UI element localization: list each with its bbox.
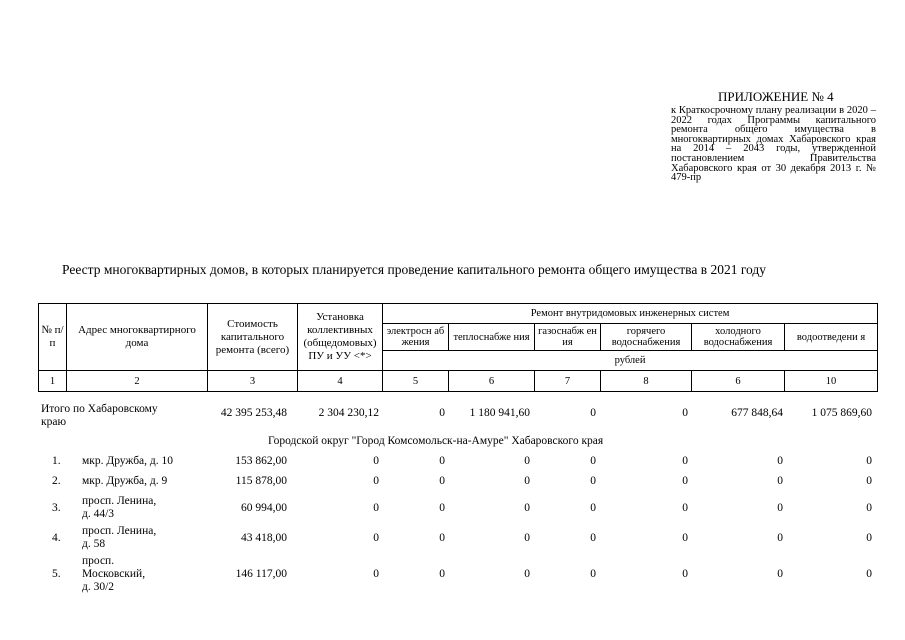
row-electricity: 0: [439, 531, 445, 544]
total-label-line: Итого по Хабаровскому: [41, 403, 158, 415]
row-heating: 0: [524, 531, 530, 544]
row-address-line: д. 44/3: [82, 508, 115, 520]
total-sewerage: 1 075 869,60: [811, 407, 872, 419]
header-num: № п/п: [39, 304, 67, 371]
row-address-line: д. 58: [82, 538, 106, 550]
row-meters: 0: [373, 501, 379, 514]
column-number: 7: [535, 371, 601, 392]
row-number: 5.: [52, 568, 61, 580]
row-heating: 0: [524, 501, 530, 514]
row-sewerage: 0: [866, 475, 872, 487]
row-meters: 0: [373, 475, 379, 487]
row-number: 1.: [52, 455, 61, 467]
row-hot-water: 0: [682, 531, 688, 544]
row-cold-water: 0: [777, 455, 783, 467]
row-gas: 0: [590, 568, 596, 580]
row-number: 3.: [52, 501, 61, 514]
row-cold-water: 0: [777, 531, 783, 544]
row-meters: 0: [373, 568, 379, 580]
total-heating: 1 180 941,60: [469, 407, 530, 419]
row-gas: 0: [590, 501, 596, 514]
column-number: 6: [692, 371, 785, 392]
column-number: 5: [383, 371, 449, 392]
total-gas: 0: [590, 407, 596, 419]
row-meters: 0: [373, 531, 379, 544]
row-address-line: просп.: [82, 555, 115, 567]
row-address-line: мкр. Дружба, д. 9: [82, 475, 168, 487]
register-title: Реестр многоквартирных домов, в которых планируется проведение капитального ремонта общего имущества в 2021 году: [62, 262, 767, 277]
header-meters: Установка коллективных (общедомовых) ПУ и УУ <*>: [298, 304, 383, 371]
row-address-line: просп. Ленина,: [82, 495, 157, 507]
register-table-header: [38, 303, 878, 392]
row-sewerage: 0: [866, 531, 872, 544]
row-address-line: просп. Ленина,: [82, 525, 157, 537]
column-number: 3: [208, 371, 298, 392]
header-hot-water: горячего водоснабжения: [601, 324, 692, 351]
row-address-line: мкр. Дружба, д. 10: [82, 455, 174, 467]
row-gas: 0: [590, 531, 596, 544]
row-hot-water: 0: [682, 568, 688, 580]
row-cost: 115 878,00: [235, 475, 287, 487]
row-cold-water: 0: [777, 475, 783, 487]
header-heating: теплоснабже ния: [449, 324, 535, 351]
row-heating: 0: [524, 568, 530, 580]
column-number: 8: [601, 371, 692, 392]
total-label-line: краю: [41, 416, 67, 428]
total-cold-water: 677 848,64: [731, 407, 783, 419]
row-cold-water: 0: [777, 568, 783, 580]
row-heating: 0: [524, 455, 530, 467]
total-cost: 42 395 253,48: [220, 407, 287, 419]
row-hot-water: 0: [682, 475, 688, 487]
row-heating: 0: [524, 475, 530, 487]
row-electricity: 0: [439, 501, 445, 514]
row-address-line: д. 30/2: [82, 581, 115, 593]
row-hot-water: 0: [682, 501, 688, 514]
row-gas: 0: [590, 455, 596, 467]
row-electricity: 0: [439, 568, 445, 580]
header-address: Адрес многоквартирного дома: [67, 304, 208, 371]
header-cold-water: холодного водоснабжения: [692, 324, 785, 351]
row-electricity: 0: [439, 455, 445, 467]
row-cost: 153 862,00: [235, 455, 287, 467]
header-engineering-group: Ремонт внутридомовых инженерных систем: [383, 304, 878, 324]
row-cost: 43 418,00: [241, 531, 287, 544]
appendix-text: к Краткосрочному плану реализации в 2020 – 2022 годах Программы капитального ремонта общего имущества в многоквартирных домах Хабаровского края на 2014 – 2043 годы, утвержденной постановлением Правительства Хабаровского края от 30 декабря 2013 г. № 479-пр: [671, 105, 876, 184]
row-address-line: Московский,: [82, 568, 146, 580]
row-cold-water: 0: [777, 501, 783, 514]
header-sewerage: водоотведени я: [785, 324, 878, 351]
row-number: 2.: [52, 475, 61, 487]
appendix-title: ПРИЛОЖЕНИЕ № 4: [718, 89, 834, 104]
total-meters: 2 304 230,12: [318, 407, 379, 419]
header-electricity: электросн абжения: [383, 324, 449, 351]
row-gas: 0: [590, 475, 596, 487]
total-hot-water: 0: [682, 407, 688, 419]
row-number: 4.: [52, 531, 61, 544]
total-electricity: 0: [439, 407, 445, 419]
column-number: 6: [449, 371, 535, 392]
row-electricity: 0: [439, 475, 445, 487]
header-gas: газоснабж ения: [535, 324, 601, 351]
column-number: 1: [39, 371, 67, 392]
row-cost: 146 117,00: [235, 568, 287, 580]
column-number: 10: [785, 371, 878, 392]
row-sewerage: 0: [866, 501, 872, 514]
column-number: 4: [298, 371, 383, 392]
header-unit: рублей: [383, 351, 878, 371]
column-number: 2: [67, 371, 208, 392]
district-heading: Городской округ "Город Комсомольск-на-Амуре" Хабаровского края: [268, 435, 604, 447]
row-cost: 60 994,00: [241, 501, 287, 514]
row-sewerage: 0: [866, 568, 872, 580]
row-hot-water: 0: [682, 455, 688, 467]
header-cost: Стоимость капитального ремонта (всего): [208, 304, 298, 371]
row-meters: 0: [373, 455, 379, 467]
row-sewerage: 0: [866, 455, 872, 467]
